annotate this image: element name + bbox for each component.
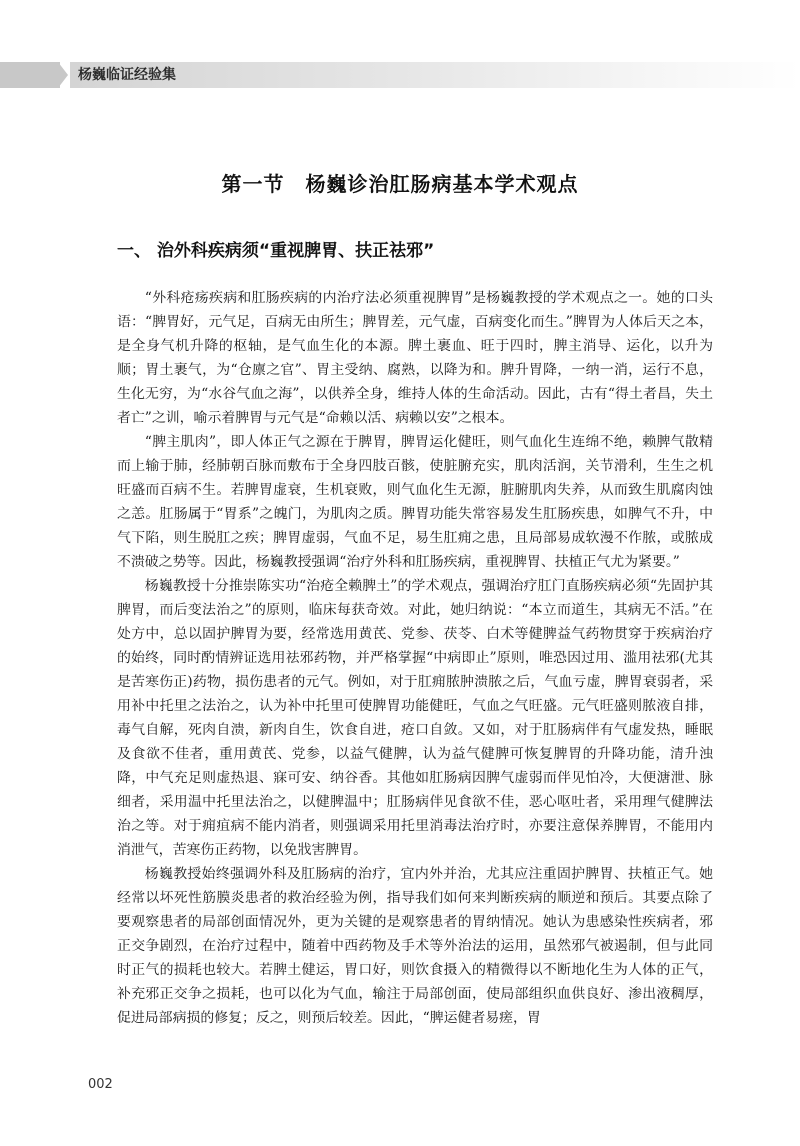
running-header-title: 杨巍临证经验集 (78, 67, 176, 83)
section-title: 第一节 杨巍诊治肛肠病基本学术观点 (221, 172, 579, 196)
paragraph-2: “脾主肌肉”，即人体正气之源在于脾胃，脾胃运化健旺，则气血化生连绵不绝，赖脾气散精而上输于肺，经肺朝百脉而敷布于全身四肢百骸，使脏腑充实，肌肉活润，关节滑利，生生之机旺盛而百病不生。若脾胃虚衰，生机衰败，则气血化生无源，脏腑肌肉失养，从而致生肌腐肉蚀之恙。肛肠属于“胃系”之魄门，为肌肉之质。脾胃功能失常容易发生肛肠疾患，如脾气不升，中气下陷，则生脱肛之疾；脾胃虚弱，气血不足，易生肛痈之患，且局部易成软漫不作脓，或脓成不溃破之势等。因此，杨巍教授强调“治疗外科和肛肠疾病，重视脾胃、扶植正气尤为紧要。” (117, 434, 713, 570)
paragraph-1: “外科疮疡疾病和肛肠疾病的内治疗法必须重视脾胃”是杨巍教授的学术观点之一。她的口头语：“脾胃好，元气足，百病无由所生；脾胃差，元气虚，百病变化而生。”脾胃为人体后天之本，是全身气机升降的枢轴，是气血生化的本源。脾土裹血、旺于四时，脾主消导、运化，以升为顺；胃土裹气，为“仓廪之官”、胃主受纳、腐熟，以降为和。脾升胃降，一纳一消，运行不息，生化无穷，为“水谷气血之海”，以供养全身，维持人体的生命活动。因此，古有“得土者昌，失土者亡”之训，喻示着脾胃与元气是“命赖以活、病赖以安”之根本。 (117, 290, 713, 426)
header-bar (70, 62, 800, 88)
paragraph-4: 杨巍教授始终强调外科及肛肠病的治疗，宜内外并治，尤其应注重固护脾胃、扶植正气。她经常以坏死性筋膜炎患者的救治经验为例，指导我们如何来判断疾病的顺逆和预后。其要点除了要观察患者的局部创面情况外，更为关键的是观察患者的胃纳情况。她认为患感染性疾病者，邪正交争剧烈，在治疗过程中，随着中西药物及手术等外治法的运用，虽然邪气被遏制，但与此同时正气的损耗也较大。若脾土健运，胃口好，则饮食摄入的精微得以不断地化生为人体的正气，补充邪正交争之损耗，也可以化为气血，输注于局部创面，使局部组织血供良好、渗出液稠厚，促进局部病损的修复；反之，则预后较差。因此，“脾运健者易瘥，胃 (117, 866, 713, 1026)
subsection-title: 一、 治外科疾病须“重视脾胃、扶正祛邪” (117, 241, 435, 261)
paragraph-3: 杨巍教授十分推崇陈实功“治疮全赖脾土”的学术观点，强调治疗肛门直肠疾病必须“先固护其脾胃，而后变法治之”的原则，临床每获奇效。对此，她归纳说：“本立而道生，其病无不活。”在处方中，总以固护脾胃为要，经常选用黄芪、党参、茯苓、白术等健脾益气药物贯穿于疾病治疗的始终，同时酌情辨证选用祛邪药物，并严格掌握“中病即止”原则，唯恐因过用、滥用祛邪(尤其是苦寒伤正)药物，损伤患者的元气。例如，对于肛痈脓肿溃脓之后，气血亏虚，脾胃衰弱者，采用补中托里之法治之，认为补中托里可使脾胃功能健旺，气血之气旺盛。元气旺盛则脓液自排，毒气自解，死肉自溃，新肉自生，饮食自进，疮口自敛。又如，对于肛肠病伴有气虚发热，睡眠及食欲不佳者，重用黄芪、党参，以益气健脾，认为益气健脾可恢复脾胃的升降功能，清升浊降，中气充足则虚热退、寐可安、纳谷香。其他如肛肠病因脾气虚弱而伴见怕冷，大便溏泄、脉细者，采用温中托里法治之，以健脾温中；肛肠病伴见食欲不佳，恶心呕吐者，采用理气健脾法治之等。对于痈疽病不能内消者，则强调采用托里消毒法治疗时，亦要注意保养脾胃，不能用内消泄气，苦寒伤正药物，以免戕害脾胃。 (117, 578, 713, 858)
body-text (117, 286, 713, 1030)
header-tab-block (0, 62, 60, 88)
page-number: 002 (88, 1077, 113, 1092)
header-chevron (58, 62, 68, 88)
